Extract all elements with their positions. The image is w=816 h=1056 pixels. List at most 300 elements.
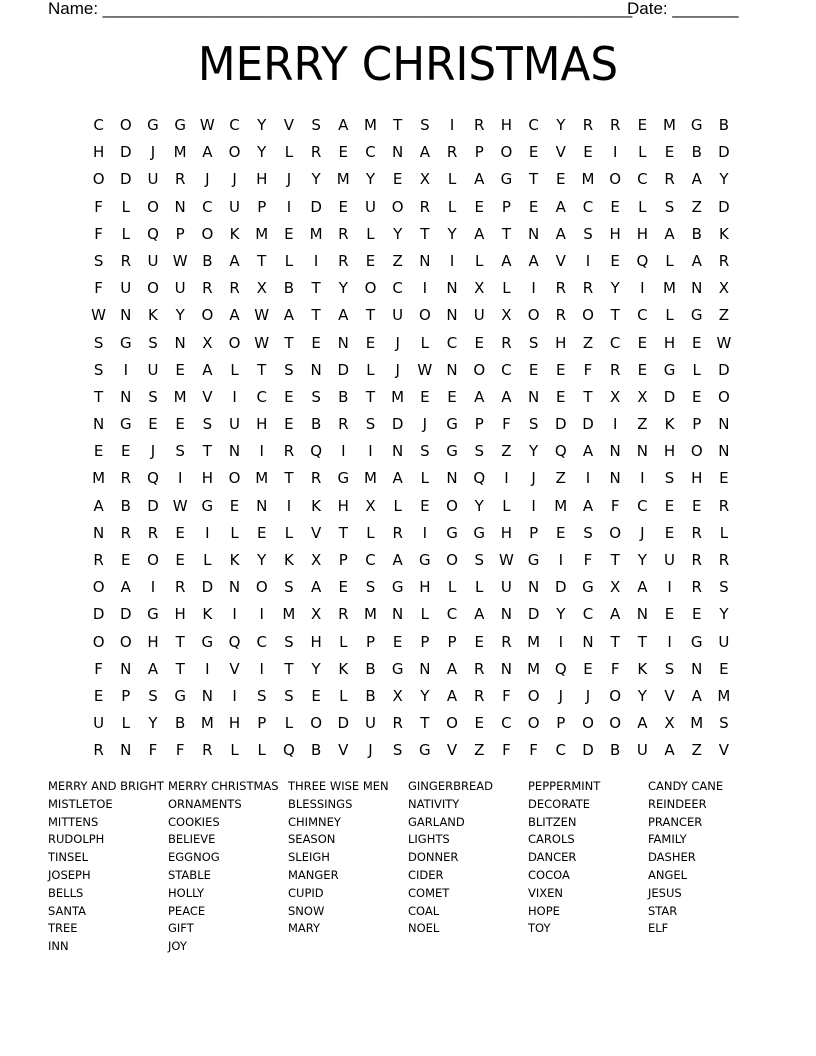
grid-letter: B — [202, 251, 213, 270]
grid-letter: A — [637, 578, 648, 597]
grid-row — [85, 166, 738, 193]
grid-letter: N — [419, 659, 431, 678]
grid-letter: J — [422, 415, 428, 434]
grid-letter: A — [419, 143, 430, 162]
grid-letter: E — [719, 659, 729, 678]
grid-letter: H — [555, 333, 567, 352]
grid-letter: S — [148, 387, 158, 406]
grid-letter: R — [202, 279, 213, 298]
grid-letter: U — [229, 415, 241, 434]
grid-letter: V — [664, 686, 675, 705]
grid-letter: I — [667, 632, 672, 651]
grid-letter: Q — [636, 251, 649, 270]
grid-letter: U — [120, 279, 132, 298]
grid-letter: L — [366, 523, 375, 542]
grid-letter: U — [174, 279, 186, 298]
grid-letter: O — [609, 170, 622, 189]
grid-letter: A — [392, 469, 403, 488]
grid-letter: B — [691, 143, 702, 162]
grid-letter: F — [175, 741, 185, 760]
grid-letter: X — [392, 686, 403, 705]
grid-letter: O — [119, 116, 132, 134]
grid-letter: S — [311, 387, 321, 406]
grid-row — [85, 438, 738, 465]
grid-letter: S — [392, 741, 403, 760]
grid-letter: T — [175, 632, 185, 651]
grid-letter: X — [202, 333, 213, 352]
grid-letter: Q — [310, 442, 322, 461]
grid-letter: T — [257, 360, 267, 379]
grid-letter: M — [554, 496, 568, 515]
grid-letter: S — [664, 659, 675, 678]
grid-letter: W — [172, 496, 188, 515]
grid-letter: X — [718, 279, 730, 298]
word-list-item: DONNER — [408, 850, 459, 865]
grid-letter: Y — [637, 686, 647, 705]
grid-letter: O — [609, 523, 622, 542]
grid-letter: R — [338, 605, 349, 624]
grid-letter: P — [257, 197, 267, 216]
word-list-item: COCOA — [528, 867, 570, 882]
grid-letter: D — [120, 143, 132, 162]
word-list-item: ANGEL — [648, 867, 688, 882]
grid-letter: T — [610, 632, 620, 651]
grid-letter: Q — [147, 469, 159, 488]
page-title: MERRY CHRISTMAS — [197, 37, 619, 91]
grid-letter: M — [690, 714, 704, 733]
grid-letter: E — [365, 251, 376, 270]
grid-letter: S — [420, 116, 430, 134]
grid-letter: C — [582, 197, 594, 216]
word-list-item: HOPE — [528, 903, 560, 918]
word-list — [48, 778, 788, 956]
grid-letter: A — [338, 306, 349, 325]
grid-letter: P — [121, 686, 131, 705]
grid-letter: T — [94, 387, 104, 406]
grid-letter: S — [93, 333, 104, 352]
word-list-item: BELLS — [48, 885, 84, 900]
word-list-item: EGGNOG — [168, 850, 220, 865]
grid-letter: O — [119, 632, 132, 651]
grid-letter: I — [640, 469, 645, 488]
grid-row — [85, 384, 738, 411]
grid-letter: Y — [148, 714, 158, 733]
grid-letter: O — [228, 469, 241, 488]
grid-letter: F — [502, 741, 511, 760]
grid-letter: R — [120, 523, 131, 542]
grid-row — [85, 411, 738, 438]
grid-letter: D — [120, 170, 132, 189]
word-list-item: STABLE — [168, 867, 211, 882]
grid-letter: E — [583, 143, 593, 162]
grid-letter: T — [583, 387, 593, 406]
grid-letter: E — [474, 632, 484, 651]
grid-letter: Y — [719, 605, 729, 624]
grid-letter: Y — [257, 143, 267, 162]
grid-letter: S — [148, 333, 158, 352]
grid-letter: E — [93, 686, 104, 705]
word-list-item: SEASON — [288, 832, 336, 847]
word-list-item: FAMILY — [648, 832, 687, 847]
grid-letter: O — [228, 143, 241, 162]
grid-letter: N — [174, 197, 186, 216]
grid-letter: D — [337, 360, 350, 379]
grid-letter: N — [691, 659, 703, 678]
grid-letter: M — [663, 116, 676, 134]
grid-letter: Y — [529, 442, 539, 461]
grid-letter: S — [664, 197, 675, 216]
grid-letter: S — [420, 442, 430, 461]
grid-letter: R — [718, 551, 730, 569]
grid-letter: G — [419, 741, 431, 760]
grid-letter: N — [691, 279, 703, 298]
word-list-item: JOSEPH — [48, 867, 91, 882]
grid-letter: I — [313, 251, 319, 270]
grid-letter: S — [719, 714, 729, 733]
grid-letter: A — [501, 251, 512, 270]
grid-letter: O — [364, 279, 377, 298]
grid-letter: O — [446, 496, 458, 515]
grid-letter: V — [446, 741, 458, 760]
word-list-item: RUDOLPH — [48, 832, 105, 847]
grid-letter: D — [201, 578, 214, 597]
grid-letter: D — [582, 741, 594, 760]
grid-letter: Y — [393, 224, 403, 243]
grid-letter: R — [419, 197, 431, 216]
grid-letter: T — [175, 659, 185, 678]
grid-letter: K — [718, 224, 729, 243]
grid-letter: L — [447, 197, 457, 216]
grid-letter: E — [392, 170, 403, 189]
grid-letter: M — [363, 469, 377, 488]
grid-letter: L — [447, 578, 457, 597]
grid-letter: O — [582, 714, 594, 733]
grid-letter: S — [202, 415, 213, 434]
grid-letter: T — [284, 333, 294, 352]
word-list-item: DANCER — [528, 850, 577, 865]
grid-letter: E — [365, 333, 376, 352]
grid-letter: R — [718, 251, 730, 270]
grid-letter: S — [284, 578, 294, 597]
grid-row — [85, 194, 738, 221]
grid-letter: H — [500, 523, 513, 542]
grid-letter: G — [500, 170, 513, 189]
grid-letter: B — [120, 496, 131, 515]
grid-letter: A — [474, 605, 485, 624]
word-list-item: GIFT — [168, 921, 194, 936]
grid-letter: O — [418, 306, 431, 325]
grid-letter: I — [286, 197, 292, 216]
grid-letter: C — [365, 551, 376, 569]
word-list-item: LIGHTS — [408, 832, 450, 847]
grid-letter: E — [121, 442, 131, 461]
grid-letter: D — [310, 197, 322, 216]
grid-letter: O — [147, 197, 159, 216]
grid-letter: W — [254, 333, 270, 352]
grid-letter: K — [664, 415, 675, 434]
grid-letter: O — [473, 360, 486, 379]
grid-letter: D — [527, 605, 540, 624]
grid-letter: F — [502, 686, 511, 705]
grid-letter: O — [92, 578, 105, 597]
grid-letter: E — [610, 197, 620, 216]
grid-letter: S — [474, 442, 484, 461]
grid-letter: I — [368, 442, 373, 461]
grid-letter: U — [500, 578, 512, 597]
grid-letter: M — [363, 605, 377, 624]
grid-letter: N — [718, 442, 730, 461]
grid-letter: O — [582, 306, 594, 325]
grid-letter: L — [339, 632, 348, 651]
grid-letter: D — [718, 197, 730, 216]
grid-letter: S — [284, 686, 294, 705]
grid-letter: G — [119, 415, 132, 434]
grid-letter: R — [501, 333, 512, 352]
grid-letter: V — [283, 116, 295, 134]
grid-letter: J — [395, 360, 400, 379]
grid-letter: Y — [257, 116, 267, 134]
grid-letter: N — [500, 605, 513, 624]
grid-letter: E — [610, 251, 620, 270]
grid-letter: S — [528, 333, 539, 352]
grid-letter: E — [664, 605, 675, 624]
grid-letter: J — [150, 143, 156, 162]
grid-letter: U — [229, 197, 241, 216]
grid-letter: T — [365, 306, 376, 325]
grid-row — [85, 574, 738, 601]
grid-letter: T — [529, 170, 539, 189]
grid-letter: S — [474, 551, 484, 569]
grid-letter: A — [528, 251, 539, 270]
grid-letter: N — [500, 659, 513, 678]
grid-letter: H — [147, 632, 159, 651]
grid-letter: I — [531, 279, 536, 298]
grid-letter: O — [609, 686, 622, 705]
grid-letter: Y — [556, 605, 566, 624]
grid-letter: C — [637, 496, 648, 515]
grid-letter: J — [395, 333, 400, 352]
grid-letter: E — [420, 496, 430, 515]
word-list-item: MANGER — [288, 867, 339, 882]
grid-letter: I — [449, 251, 455, 270]
grid-letter: L — [257, 741, 266, 760]
word-list-item: THREE WISE MEN — [288, 779, 389, 793]
grid-letter: E — [175, 551, 185, 569]
grid-letter: E — [284, 224, 294, 243]
worksheet-header — [48, 0, 748, 21]
grid-letter: F — [94, 197, 103, 216]
grid-letter: R — [283, 442, 295, 461]
grid-letter: N — [392, 605, 404, 624]
grid-letter: N — [636, 442, 648, 461]
grid-letter: C — [637, 306, 648, 325]
grid-letter: X — [419, 170, 430, 189]
grid-letter: W — [91, 306, 107, 325]
grid-letter: O — [527, 714, 540, 733]
grid-letter: O — [527, 306, 540, 325]
grid-letter: V — [202, 387, 213, 406]
grid-letter: A — [691, 251, 702, 270]
grid-letter: H — [500, 116, 513, 134]
word-list-item: TOY — [528, 921, 551, 936]
word-list-item: ELF — [648, 921, 669, 936]
grid-letter: A — [310, 578, 322, 597]
word-list-item: INN — [48, 939, 69, 954]
grid-letter: Y — [719, 170, 729, 189]
grid-letter: I — [449, 116, 455, 134]
grid-letter: C — [365, 143, 376, 162]
grid-letter: G — [419, 551, 431, 569]
grid-letter: K — [283, 551, 294, 569]
word-search-grid — [85, 112, 738, 765]
grid-letter: I — [585, 469, 591, 488]
grid-letter: L — [393, 496, 402, 515]
grid-row — [85, 112, 738, 139]
grid-row — [85, 221, 738, 248]
grid-letter: V — [310, 523, 322, 542]
grid-letter: O — [391, 197, 404, 216]
grid-letter: J — [205, 170, 210, 189]
word-list-item: COMET — [408, 885, 450, 900]
grid-letter: A — [582, 442, 594, 461]
grid-letter: P — [365, 632, 375, 651]
grid-letter: L — [203, 551, 212, 569]
grid-letter: C — [528, 116, 539, 134]
grid-letter: O — [718, 387, 730, 406]
grid-letter: E — [311, 686, 321, 705]
word-list-item: COAL — [408, 903, 440, 918]
grid-letter: E — [691, 496, 702, 515]
grid-letter: L — [284, 143, 294, 162]
grid-letter: G — [473, 523, 486, 542]
grid-letter: B — [691, 224, 702, 243]
grid-letter: R — [310, 143, 322, 162]
grid-letter: O — [310, 714, 322, 733]
grid-letter: A — [392, 551, 403, 569]
grid-letter: Y — [257, 551, 267, 569]
grid-letter: Y — [311, 659, 321, 678]
word-list-item: CHIMNEY — [288, 814, 341, 829]
grid-letter: K — [148, 306, 158, 325]
grid-letter: Q — [147, 224, 159, 243]
grid-letter: E — [528, 143, 539, 162]
grid-letter: F — [529, 741, 538, 760]
grid-letter: E — [284, 415, 294, 434]
grid-letter: L — [665, 251, 674, 270]
grid-letter: V — [555, 143, 566, 162]
grid-letter: V — [718, 741, 730, 760]
grid-letter: E — [556, 387, 566, 406]
grid-letter: A — [120, 578, 131, 597]
grid-letter: I — [612, 143, 618, 162]
word-list-item: PEACE — [168, 903, 206, 918]
grid-letter: S — [583, 523, 593, 542]
grid-letter: F — [583, 360, 593, 379]
word-list-item: TINSEL — [48, 850, 88, 865]
grid-letter: U — [473, 306, 485, 325]
grid-letter: A — [229, 251, 240, 270]
grid-letter: Y — [447, 224, 457, 243]
grid-letter: M — [391, 387, 405, 406]
grid-letter: I — [612, 415, 618, 434]
grid-letter: V — [338, 741, 349, 760]
grid-letter: I — [259, 605, 264, 624]
grid-letter: Y — [311, 170, 321, 189]
grid-letter: R — [555, 306, 566, 325]
grid-letter: A — [664, 224, 675, 243]
grid-letter: N — [582, 632, 594, 651]
grid-letter: E — [338, 143, 349, 162]
grid-letter: T — [257, 251, 267, 270]
grid-letter: H — [92, 143, 105, 162]
grid-letter: G — [337, 469, 350, 488]
word-list-item: VIXEN — [528, 885, 564, 900]
grid-letter: U — [147, 170, 159, 189]
grid-letter: I — [259, 659, 264, 678]
grid-letter: G — [446, 442, 458, 461]
grid-letter: N — [120, 387, 132, 406]
grid-letter: R — [174, 170, 186, 189]
grid-letter: E — [664, 143, 675, 162]
grid-letter: R — [446, 143, 458, 162]
grid-letter: T — [610, 306, 620, 325]
grid-row — [85, 493, 738, 520]
grid-letter: E — [637, 360, 648, 379]
grid-letter: C — [202, 197, 213, 216]
word-list-item: PEPPERMINT — [528, 779, 601, 793]
grid-letter: J — [232, 170, 237, 189]
grid-letter: R — [338, 224, 349, 243]
grid-letter: M — [282, 605, 296, 624]
grid-letter: Z — [691, 197, 702, 216]
grid-letter: S — [583, 224, 593, 243]
grid-letter: X — [610, 387, 621, 406]
grid-letter: H — [636, 224, 648, 243]
grid-letter: O — [147, 551, 159, 569]
grid-letter: L — [284, 714, 294, 733]
grid-letter: B — [310, 741, 322, 760]
grid-letter: B — [283, 279, 295, 298]
grid-letter: R — [229, 279, 240, 298]
grid-letter: M — [363, 116, 377, 134]
grid-letter: U — [718, 632, 730, 651]
grid-letter: G — [582, 578, 594, 597]
grid-letter: E — [256, 523, 267, 542]
grid-letter: J — [150, 442, 156, 461]
grid-letter: Z — [718, 306, 730, 325]
grid-letter: K — [202, 605, 213, 624]
grid-letter: N — [446, 360, 458, 379]
grid-letter: Z — [691, 741, 702, 760]
grid-letter: S — [365, 578, 376, 597]
grid-letter: N — [718, 415, 730, 434]
grid-letter: U — [147, 360, 159, 379]
grid-letter: A — [93, 496, 104, 515]
grid-letter: E — [474, 333, 484, 352]
grid-letter: W — [199, 116, 215, 134]
grid-letter: Z — [637, 415, 648, 434]
grid-letter: V — [229, 659, 240, 678]
word-list-item: NATIVITY — [408, 796, 460, 811]
grid-letter: E — [719, 469, 729, 488]
grid-letter: N — [527, 224, 540, 243]
grid-letter: M — [663, 279, 676, 298]
grid-letter: C — [256, 632, 267, 651]
grid-letter: A — [501, 387, 512, 406]
grid-letter: N — [527, 578, 540, 597]
grid-letter: M — [200, 714, 214, 733]
grid-letter: Q — [473, 469, 486, 488]
